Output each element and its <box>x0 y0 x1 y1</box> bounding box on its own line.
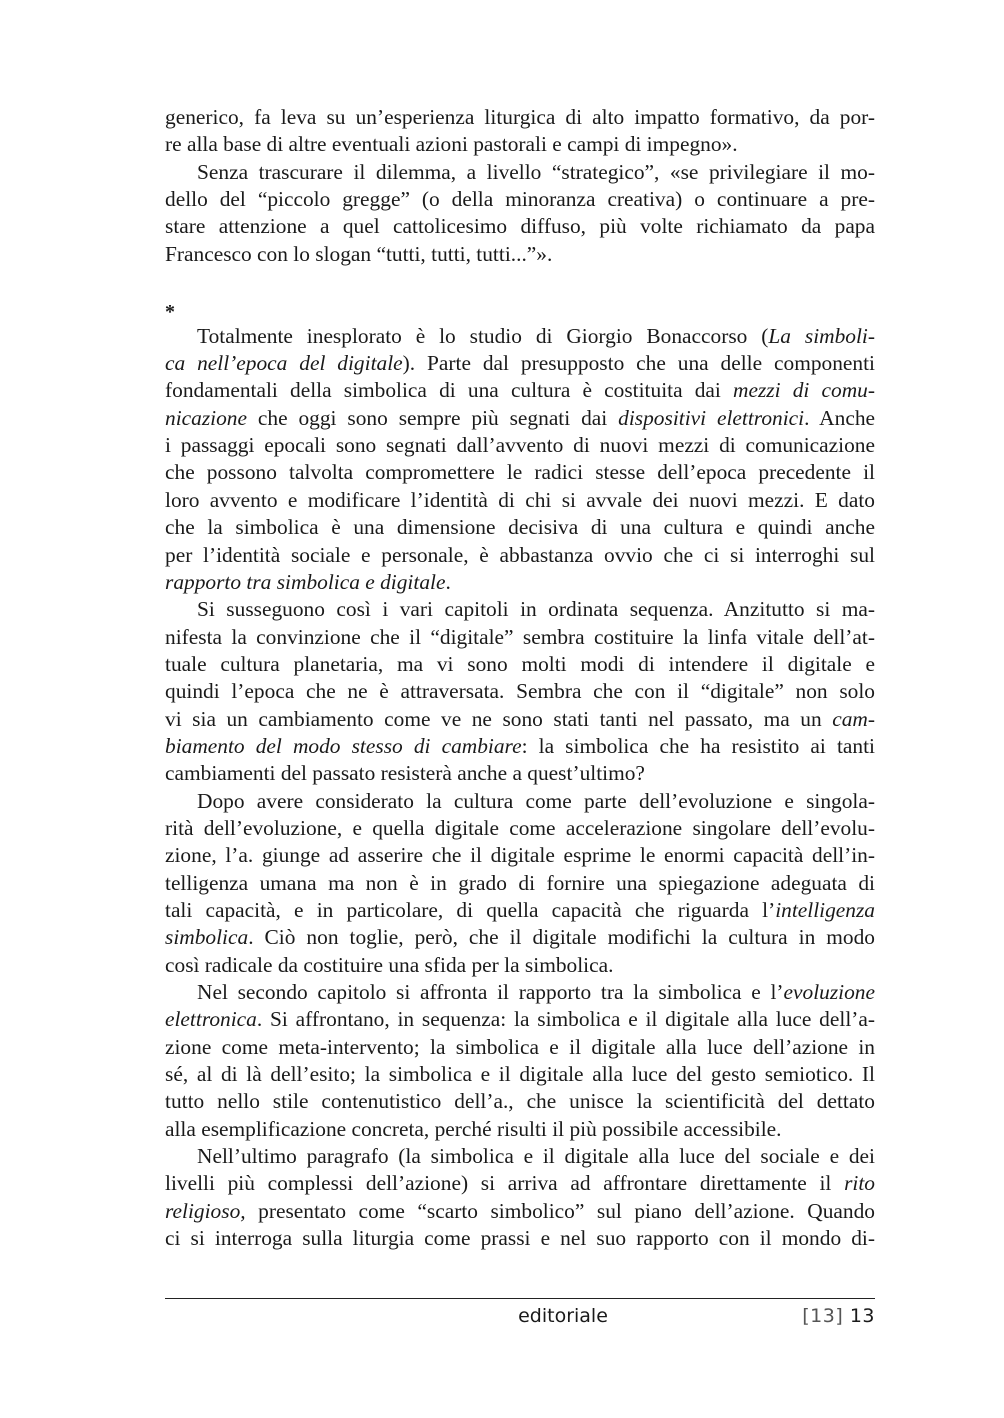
text-line: rità dell’evoluzione, e quella digitale come accelerazione singolare dell’evolu- <box>165 815 875 840</box>
text-line: Francesco con lo slogan “tutti, tutti, tutti...”». <box>165 241 553 266</box>
italic-term: rapporto tra simbolica e digitale <box>165 569 446 594</box>
text-line: cambiamenti del passato resisterà anche a quest’ultimo? <box>165 761 645 786</box>
paragraph-2 <box>165 159 875 268</box>
article-body <box>165 104 875 1252</box>
text-run: livelli più complessi dell’azione) si arriva ad affrontare direttamente il <box>165 1171 845 1196</box>
text-line: loro avvento e modificare l’identità di chi si avvale dei nuovi mezzi. E dato <box>165 487 875 512</box>
text-line <box>165 897 875 924</box>
italic-term: simbolica <box>165 925 249 950</box>
text-run: ). Parte dal presupposto che una delle componenti <box>402 351 875 376</box>
text-line <box>165 1198 875 1225</box>
text-line <box>165 323 875 350</box>
text-line: generico, fa leva su un’esperienza liturgica di alto impatto formativo, da por- <box>165 105 875 129</box>
text-line <box>165 733 875 760</box>
italic-term: evoluzione <box>783 980 875 1004</box>
text-line: Dopo avere considerato la cultura come parte dell’evoluzione e singola- <box>197 788 875 813</box>
page-number-value: 13 <box>849 1305 875 1327</box>
running-footer-section: editoriale <box>518 1305 608 1327</box>
text-line: alla esemplificazione concreta, perché risulti il più possibile accessibile. <box>165 1116 782 1141</box>
book-title-italic: La simboli- <box>768 323 875 348</box>
text-run: fondamentali della simbolica di una cultura è costituita dai <box>165 378 734 403</box>
bracketed-page-number: [13] <box>802 1305 844 1327</box>
text-line: i passaggi epocali sono segnati dall’avvento di nuovi mezzi di comunicazione <box>165 433 875 458</box>
paragraph-7 <box>165 1143 875 1252</box>
text-run: : la simbolica che ha resistito ai tanti <box>521 733 875 758</box>
italic-term: biamento del modo stesso di cambiare <box>165 733 522 758</box>
section-separator: * <box>165 301 175 324</box>
text-line: nifesta la convinzione che il “digitale” sembra costituire la linfa vitale dell’at- <box>165 624 875 649</box>
italic-term: intelligenza <box>775 897 875 922</box>
text-run: che oggi sono sempre più segnati dai <box>246 405 619 430</box>
text-line: stare attenzione a quel cattolicesimo diffuso, più volte richiamato da papa <box>165 214 875 239</box>
text-line: ci si interroga sulla liturgia come prassi e nel suo rapporto con il mondo di- <box>165 1226 875 1251</box>
paragraph-6 <box>165 979 875 1143</box>
text-line <box>165 377 875 404</box>
text-line <box>165 1006 875 1033</box>
text-run: . <box>445 569 451 594</box>
text-line <box>165 350 875 377</box>
text-line: che possono talvolta compromettere le radici stesse dell’epoca precedente il <box>165 460 875 485</box>
text-run: Nel secondo capitolo si affronta il rapporto tra la simbolica e l’ <box>197 980 784 1004</box>
paragraph-5 <box>165 788 875 979</box>
text-line <box>165 1170 875 1197</box>
paragraph-3 <box>165 323 875 596</box>
page-number <box>802 1303 875 1329</box>
text-line <box>165 706 875 733</box>
text-run: . Ciò non toglie, però, che il digitale modifichi la cultura in modo <box>248 925 875 950</box>
text-line: telligenza umana ma non è in grado di fornire una spiegazione adeguata di <box>165 870 875 895</box>
text-run: Totalmente inesplorato è lo studio di Giorgio Bonaccorso ( <box>197 323 769 348</box>
italic-term: elettronica <box>165 1007 257 1032</box>
text-line <box>165 405 875 432</box>
paragraph-4 <box>165 596 875 787</box>
text-line: Senza trascurare il dilemma, a livello “strategico”, «se privilegiare il mo- <box>197 159 875 184</box>
book-title-italic: ca nell’epoca del digitale <box>165 351 403 376</box>
text-line: tutto nello stile contenutistico dell’a., che unisce la scientificità del dettato <box>165 1089 875 1114</box>
text-line <box>165 569 875 596</box>
paragraph-1 <box>165 104 875 159</box>
text-line: così radicale da costituire una sfida per la simbolica. <box>165 952 614 977</box>
text-line: zione come meta-intervento; la simbolica e il digitale alla luce dell’azione in <box>165 1034 875 1059</box>
text-line: tuale cultura planetaria, ma vi sono molti modi di intendere il digitale e <box>165 651 875 676</box>
italic-term: mezzi di comu- <box>733 378 875 403</box>
italic-term: rito <box>844 1171 875 1196</box>
text-line: quindi l’epoca che ne è attraversata. Sembra che con il “digitale” non solo <box>165 679 875 704</box>
text-line: per l’identità sociale e personale, è abbastanza ovvio che ci si interroghi sul <box>165 542 875 567</box>
text-run: presentato come “scarto simbolico” sul piano dell’azione. Quando <box>245 1198 875 1223</box>
text-line <box>165 979 875 1006</box>
italic-term: nicazione <box>165 405 247 430</box>
text-line: che la simbolica è una dimensione decisiva di una cultura e quindi anche <box>165 515 875 540</box>
text-line: Nell’ultimo paragrafo (la simbolica e il digitale alla luce del sociale e dei <box>197 1144 875 1169</box>
text-run: vi sia un cambiamento come ve ne sono stati tanti nel passato, ma un <box>165 706 833 731</box>
text-line: dello del “piccolo gregge” (o della minoranza creativa) o continuare a pre- <box>165 187 875 212</box>
spacer <box>165 268 875 295</box>
text-run: . Si affrontano, in sequenza: la simbolica e il digitale alla luce dell’a- <box>256 1007 875 1032</box>
text-run: tali capacità, e in particolare, di quella capacità che riguarda l’ <box>165 897 776 922</box>
text-line: re alla base di altre eventuali azioni pastorali e campi di impegno». <box>165 132 738 157</box>
italic-term: dispositivi elettronici <box>618 405 805 430</box>
footer-divider <box>165 1298 875 1299</box>
italic-term: cam- <box>832 706 875 731</box>
text-run: . Anche <box>804 405 876 430</box>
italic-term: religioso, <box>165 1198 246 1223</box>
page-footer <box>165 1303 875 1329</box>
text-line: sé, al di là dell’esito; la simbolica e il digitale alla luce del gesto semiotico. Il <box>165 1062 875 1087</box>
text-line: zione, l’a. giunge ad asserire che il digitale esprime le enormi capacità dell’in- <box>165 843 875 868</box>
text-line: Si susseguono così i vari capitoli in ordinata sequenza. Anzitutto si ma- <box>197 597 875 622</box>
text-line <box>165 924 875 951</box>
